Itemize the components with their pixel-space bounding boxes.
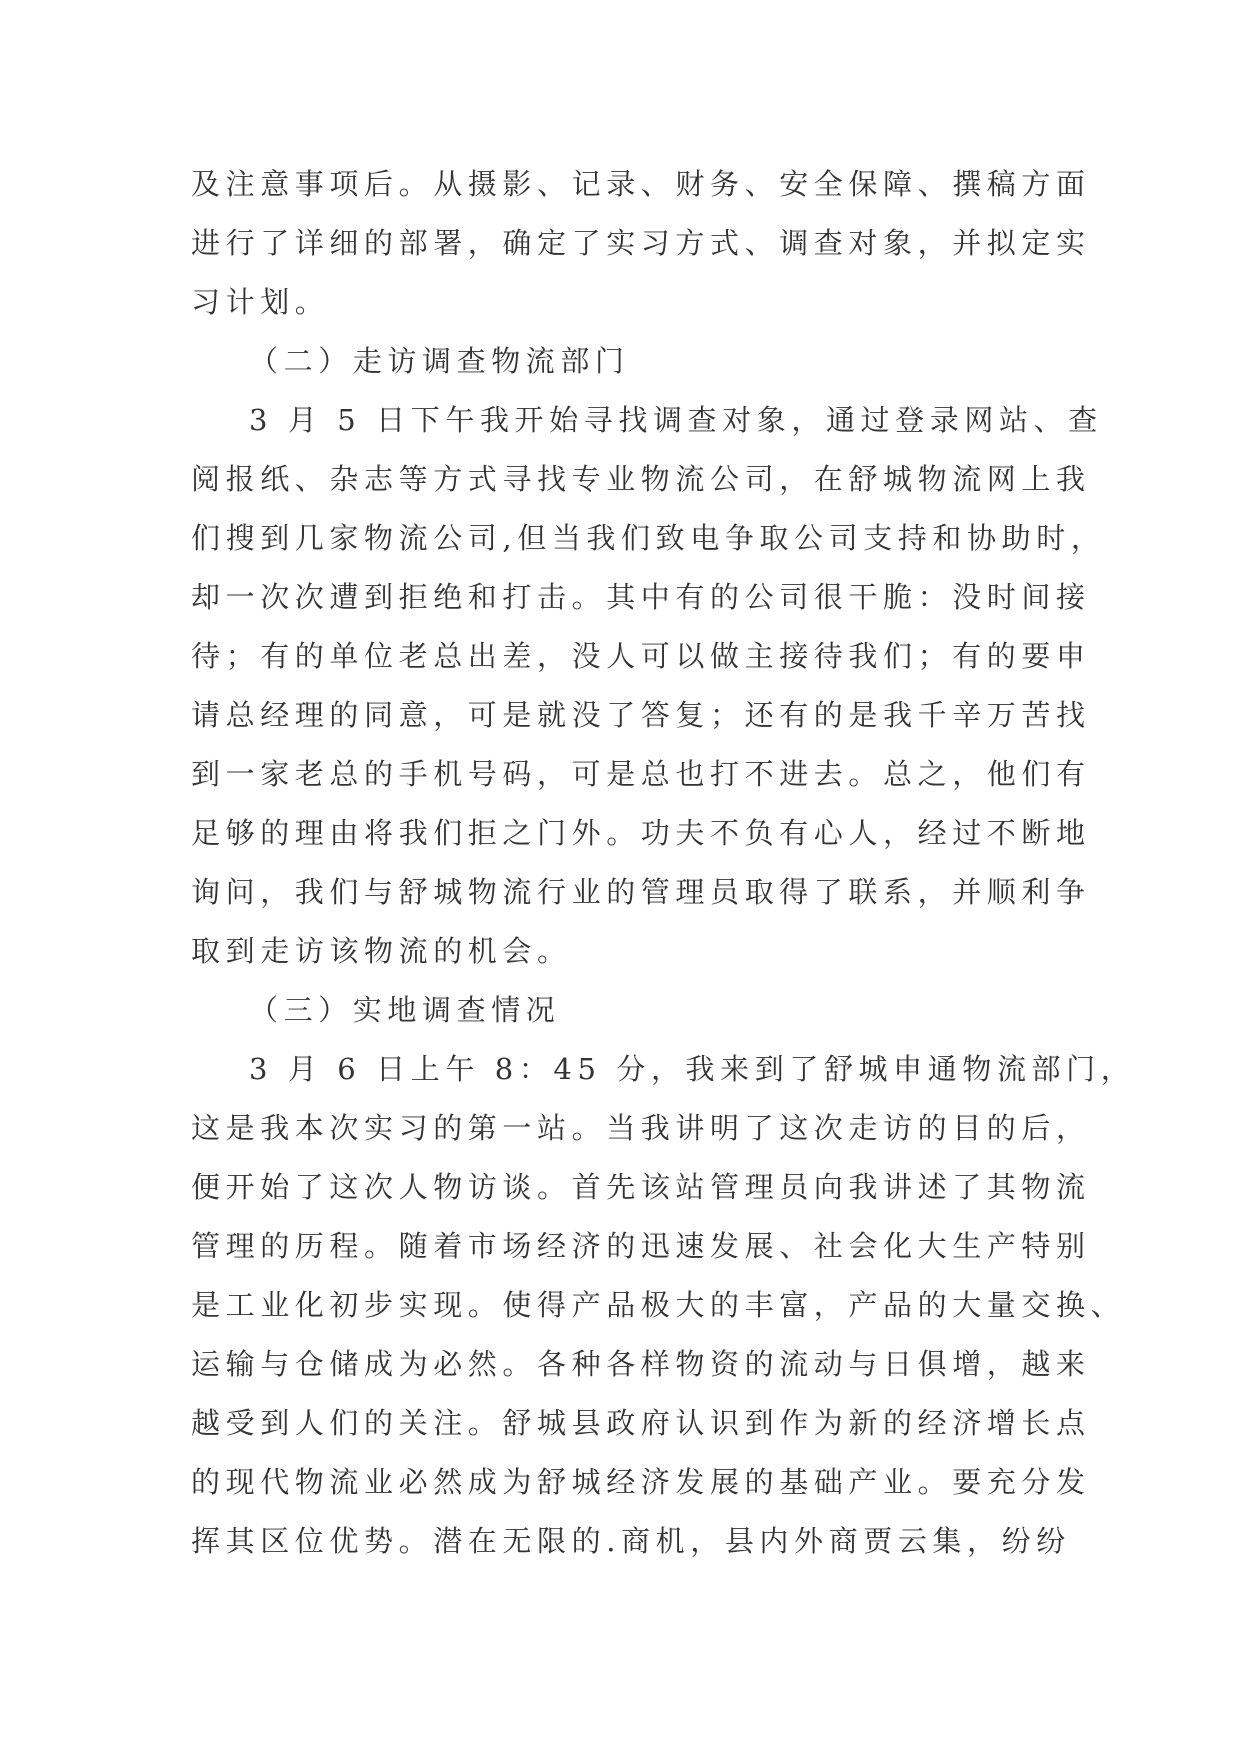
paragraph-first-line: 3 月 5 日下午我开始寻找调查对象，通过登录网站、查 [249,403,1103,437]
text-line: 询问，我们与舒城物流行业的管理员取得了联系，并顺利争 [191,875,1091,909]
text-line: 进行了详细的部署，确定了实习方式、调查对象，并拟定实 [191,226,1091,260]
text-line: 阅报纸、杂志等方式寻找专业物流公司，在舒城物流网上我 [191,462,1091,496]
text-line: 请总经理的同意，可是就没了答复；还有的是我千辛万苦找 [191,698,1091,732]
section-heading: （三）实地调查情况 [249,993,561,1027]
text-line: 是工业化初步实现。使得产品极大的丰富，产品的大量交换、 [191,1288,1126,1322]
text-line: 习计划。 [191,285,330,319]
text-line: 挥其区位优势。潜在无限的.商机，县内外商贾云集，纷纷 [191,1524,1071,1558]
text-line: 们搜到几家物流公司,但当我们致电争取公司支持和协助时， [191,521,1106,555]
text-line: 越受到人们的关注。舒城县政府认识到作为新的经济增长点 [191,1406,1091,1440]
paragraph-first-line: 3 月 6 日上午 8：45 分，我来到了舒城申通物流部门， [249,1052,1136,1086]
text-line: 便开始了这次人物访谈。首先该站管理员向我讲述了其物流 [191,1170,1091,1204]
text-line: 的现代物流业必然成为舒城经济发展的基础产业。要充分发 [191,1465,1091,1499]
document-body [191,155,1136,1571]
text-line: 足够的理由将我们拒之门外。功夫不负有心人，经过不断地 [191,816,1091,850]
text-line: 到一家老总的手机号码，可是总也打不进去。总之，他们有 [191,757,1091,791]
text-line: 却一次次遭到拒绝和打击。其中有的公司很干脆：没时间接 [191,580,1091,614]
text-line: 这是我本次实习的第一站。当我讲明了这次走访的目的后， [191,1111,1091,1145]
text-line: 待；有的单位老总出差，没人可以做主接待我们；有的要申 [191,639,1091,673]
text-line: 及注意事项后。从摄影、记录、财务、安全保障、撰稿方面 [191,167,1091,201]
section-heading: （二）走访调查物流部门 [249,344,630,378]
text-line: 取到走访该物流的机会。 [191,934,572,968]
text-line: 运输与仓储成为必然。各种各样物资的流动与日俱增，越来 [191,1347,1091,1381]
text-line: 管理的历程。随着市场经济的迅速发展、社会化大生产特别 [191,1229,1091,1263]
